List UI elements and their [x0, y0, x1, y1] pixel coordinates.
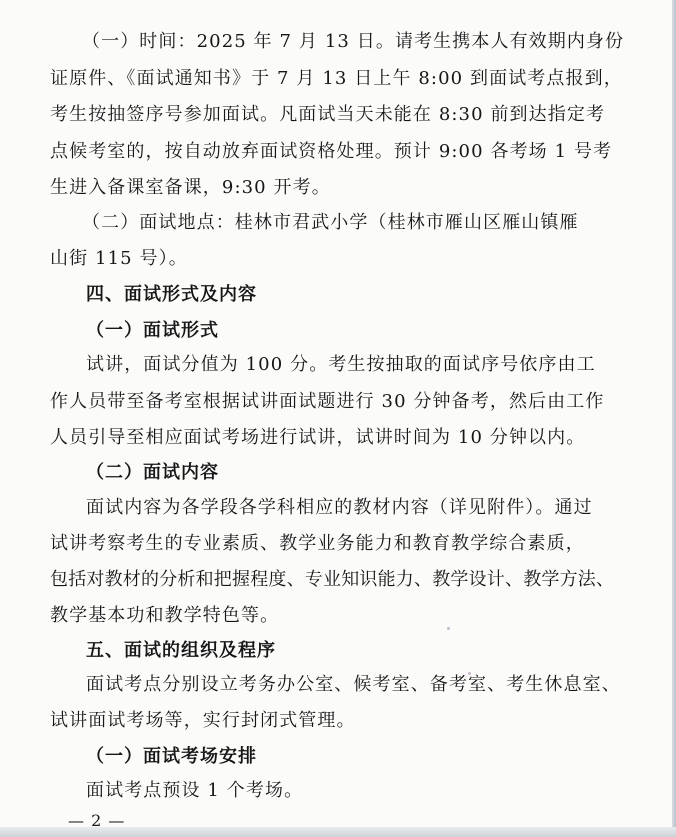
text-line: 面试内容为各学段各学科相应的教材内容（详见附件）。通过 — [86, 497, 593, 518]
subsection-heading: （一）面试形式 — [86, 320, 219, 341]
scan-speck — [447, 627, 450, 630]
text-line: 面试考点分别设立考务办公室、候考室、备考室、考生休息室、 — [86, 674, 621, 695]
subsection-heading: （二）面试内容 — [86, 462, 219, 483]
text-line: 山街 115 号）。 — [50, 248, 188, 269]
text-line: 试讲考察考生的专业素质、教学业务能力和教育教学综合素质， — [50, 533, 585, 554]
text-line: 试讲面试考场等，实行封闭式管理。 — [50, 710, 356, 731]
text-line: 作人员带至备考室根据试讲面试题进行 30 分钟备考，然后由工作 — [50, 391, 605, 412]
text-line: 面试考点预设 1 个考场。 — [86, 780, 304, 801]
text-line: 试讲，面试分值为 100 分。考生按抽取的面试序号依序由工 — [86, 354, 596, 375]
text-line: 点候考室的，按自动放弃面试资格处理。预计 9:00 各考场 1 号考 — [50, 141, 613, 162]
text-line: 考生按抽签序号参加面试。凡面试当天未能在 8:30 前到达指定考 — [50, 104, 606, 125]
text-line: 包括对教材的分析和把握程度、专业知识能力、教学设计、教学方法、 — [50, 569, 615, 590]
text-line: 生进入备课室备课，9:30 开考。 — [50, 177, 331, 198]
text-line: 人员引导至相应面试考场进行试讲，试讲时间为 10 分钟以内。 — [50, 427, 586, 448]
page-number: — 2 — — [68, 811, 126, 830]
text-line: 证原件、《面试通知书》于 7 月 13 日上午 8:00 到面试考点报到， — [50, 68, 623, 89]
text-line: （二）面试地点：桂林市君武小学（桂林市雁山区雁山镇雁 — [82, 212, 579, 233]
subsection-heading: （一）面试考场安排 — [86, 746, 257, 767]
section-heading: 五、面试的组织及程序 — [86, 640, 276, 661]
text-line: （一）时间：2025 年 7 月 13 日。请考生携本人有效期内身份 — [82, 31, 625, 52]
scan-edge — [672, 0, 676, 837]
text-line: 教学基本功和教学特色等。 — [50, 605, 280, 626]
section-heading: 四、面试形式及内容 — [86, 284, 257, 305]
